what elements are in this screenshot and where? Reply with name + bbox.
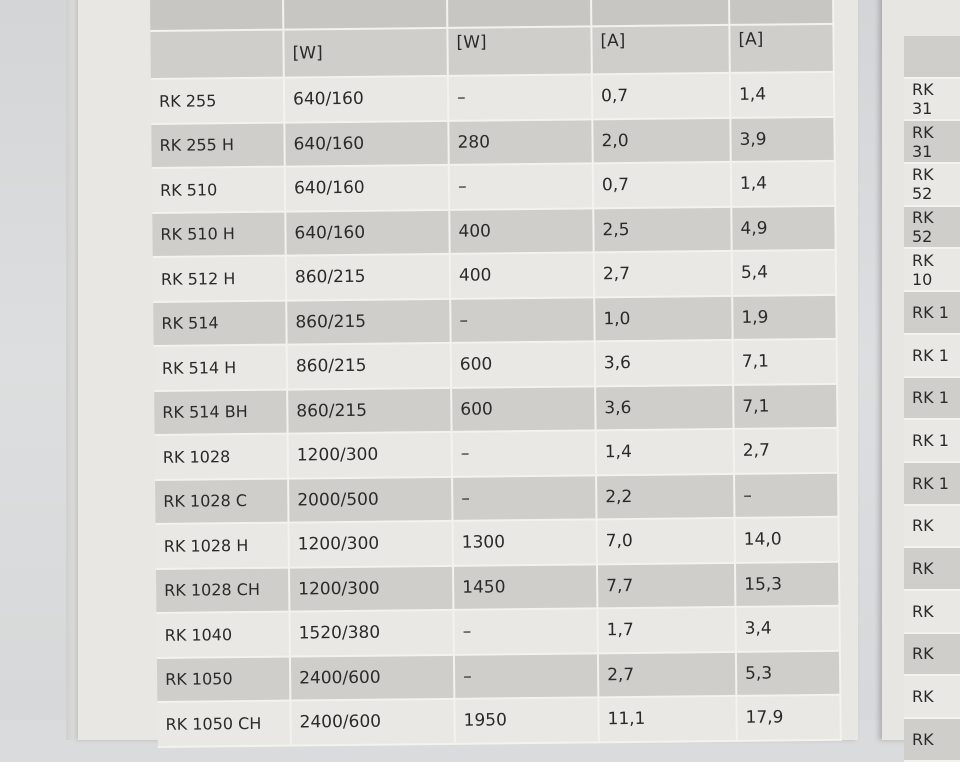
current-cell-2: 4,9 [731,205,835,251]
side-model-cell: RK 1 [904,334,960,377]
unit-cell: [W] [283,28,447,78]
table-row [155,472,838,524]
power-cell: 640/160 [285,209,449,255]
header-cell [591,0,729,26]
side-model-cell: RK 52 [904,206,960,249]
model-cell: RK 514 H [154,345,287,391]
heater-power-cell: – [449,163,593,209]
side-model-cell: RK 1 [904,419,960,462]
side-row [904,248,960,291]
side-row [904,36,960,78]
power-cell: 860/215 [287,387,451,433]
header-cell [729,0,833,25]
heater-power-cell: – [448,74,592,120]
side-model-cell: RK 31 [904,120,960,163]
table-row [154,383,837,435]
current-cell: 1,0 [594,295,732,341]
power-cell: 2400/600 [290,654,454,700]
side-row [904,206,960,249]
next-page-table [904,36,960,762]
power-cell: 640/160 [284,120,448,166]
current-cell-2: 17,9 [736,695,840,741]
current-cell: 2,0 [592,117,730,163]
current-cell-2: 1,9 [732,294,836,340]
current-cell: 7,0 [597,518,735,564]
current-cell: 1,7 [597,607,735,653]
power-cell: 2000/500 [288,476,452,522]
table-row [157,650,840,702]
power-cell: 2400/600 [290,699,454,745]
heater-power-cell: – [452,475,596,521]
current-cell: 2,2 [596,473,734,519]
table-row [156,606,839,658]
model-cell: RK 510 H [152,211,285,257]
side-model-cell: RK 1 [904,462,960,505]
heater-power-cell: 400 [450,252,594,298]
side-row [904,633,960,676]
model-cell: RK 1050 CH [157,701,290,747]
specs-table [150,0,842,747]
side-row [904,78,960,121]
table-row [156,561,839,613]
current-cell: 2,5 [593,206,731,252]
heater-power-cell: – [453,608,597,654]
header-row-units [150,24,833,79]
current-cell-2: 3,4 [735,606,839,652]
side-model-cell: RK [904,505,960,548]
current-cell-2: 5,4 [732,250,836,296]
side-row [904,377,960,420]
side-model-cell: RK 1 [904,377,960,420]
table-row [156,517,839,569]
heater-power-cell: – [450,297,594,343]
side-row [904,120,960,163]
side-model-cell: RK [904,718,960,761]
current-cell-2: – [734,472,838,518]
current-cell-2: 1,4 [731,161,835,207]
unit-cell: [A] [591,25,729,74]
table-row [154,339,837,391]
model-cell: RK 514 BH [154,389,287,435]
header-cell [447,0,591,28]
power-cell: 1200/300 [289,521,453,567]
table-row [157,695,840,747]
side-row [904,718,960,761]
current-cell-2: 15,3 [735,561,839,607]
side-model-cell [904,36,960,78]
current-cell: 3,6 [595,384,733,430]
table-row [155,428,838,480]
current-cell-2: 1,4 [730,72,834,118]
current-cell-2: 7,1 [733,339,837,385]
side-row [904,291,960,334]
side-row [904,590,960,633]
current-cell: 2,7 [598,651,736,697]
unit-cell [150,30,283,79]
power-cell: 1200/300 [289,565,453,611]
power-cell: 1520/380 [289,610,453,656]
side-row [904,675,960,718]
current-cell-2: 2,7 [734,428,838,474]
power-cell: 860/215 [286,254,450,300]
model-cell: RK 1028 CH [156,567,289,613]
unit-cell: [A] [729,24,833,73]
header-cell [283,0,447,30]
model-cell: RK 1028 H [156,523,289,569]
table-row [153,294,836,346]
current-cell: 1,4 [596,429,734,475]
model-cell: RK 1040 [156,612,289,658]
model-cell: RK 255 H [151,122,284,168]
current-cell: 0,7 [592,73,730,119]
current-cell-2: 5,3 [736,650,840,696]
power-cell: 640/160 [284,76,448,122]
table-row [152,161,835,213]
side-model-cell: RK [904,633,960,676]
model-cell: RK 512 H [153,256,286,302]
side-model-cell: RK [904,675,960,718]
heater-power-cell: – [452,430,596,476]
side-model-cell: RK [904,547,960,590]
heater-power-cell: 600 [451,341,595,387]
side-row [904,505,960,548]
table-row [151,116,834,168]
side-row [904,462,960,505]
power-cell: 1200/300 [288,432,452,478]
power-cell: 640/160 [285,165,449,211]
side-model-cell: RK [904,590,960,633]
table-row [153,250,836,302]
heater-power-cell: 400 [449,208,593,254]
heater-power-cell: 1300 [453,519,597,565]
side-model-cell: RK 31 [904,78,960,121]
model-cell: RK 1028 C [155,478,288,524]
heater-power-cell: 1950 [454,697,598,743]
heater-power-cell: 600 [451,386,595,432]
current-cell-2: 7,1 [733,383,837,429]
side-model-cell: RK 1 [904,291,960,334]
model-cell: RK 1050 [157,656,290,702]
model-cell: RK 255 [151,78,284,124]
header-cell [150,0,283,31]
model-cell: RK 1028 [155,434,288,480]
current-cell: 0,7 [593,162,731,208]
side-row [904,419,960,462]
side-row [904,334,960,377]
current-cell-2: 14,0 [734,517,838,563]
heater-power-cell: 1450 [453,564,597,610]
current-cell: 11,1 [598,696,736,742]
side-row [904,163,960,206]
current-cell-2: 3,9 [730,116,834,162]
current-cell: 3,6 [595,340,733,386]
table-row [152,205,835,257]
heater-power-cell: – [454,653,598,699]
model-cell: RK 514 [153,300,286,346]
heater-power-cell: 280 [448,119,592,165]
power-cell: 860/215 [287,343,451,389]
power-cell: 860/215 [286,298,450,344]
side-row [904,547,960,590]
unit-cell: [W] [447,26,591,76]
side-model-cell: RK 10 [904,248,960,291]
table-row [151,72,834,124]
model-cell: RK 510 [152,167,285,213]
current-cell: 7,7 [597,562,735,608]
current-cell: 2,7 [594,251,732,297]
side-model-cell: RK 52 [904,163,960,206]
